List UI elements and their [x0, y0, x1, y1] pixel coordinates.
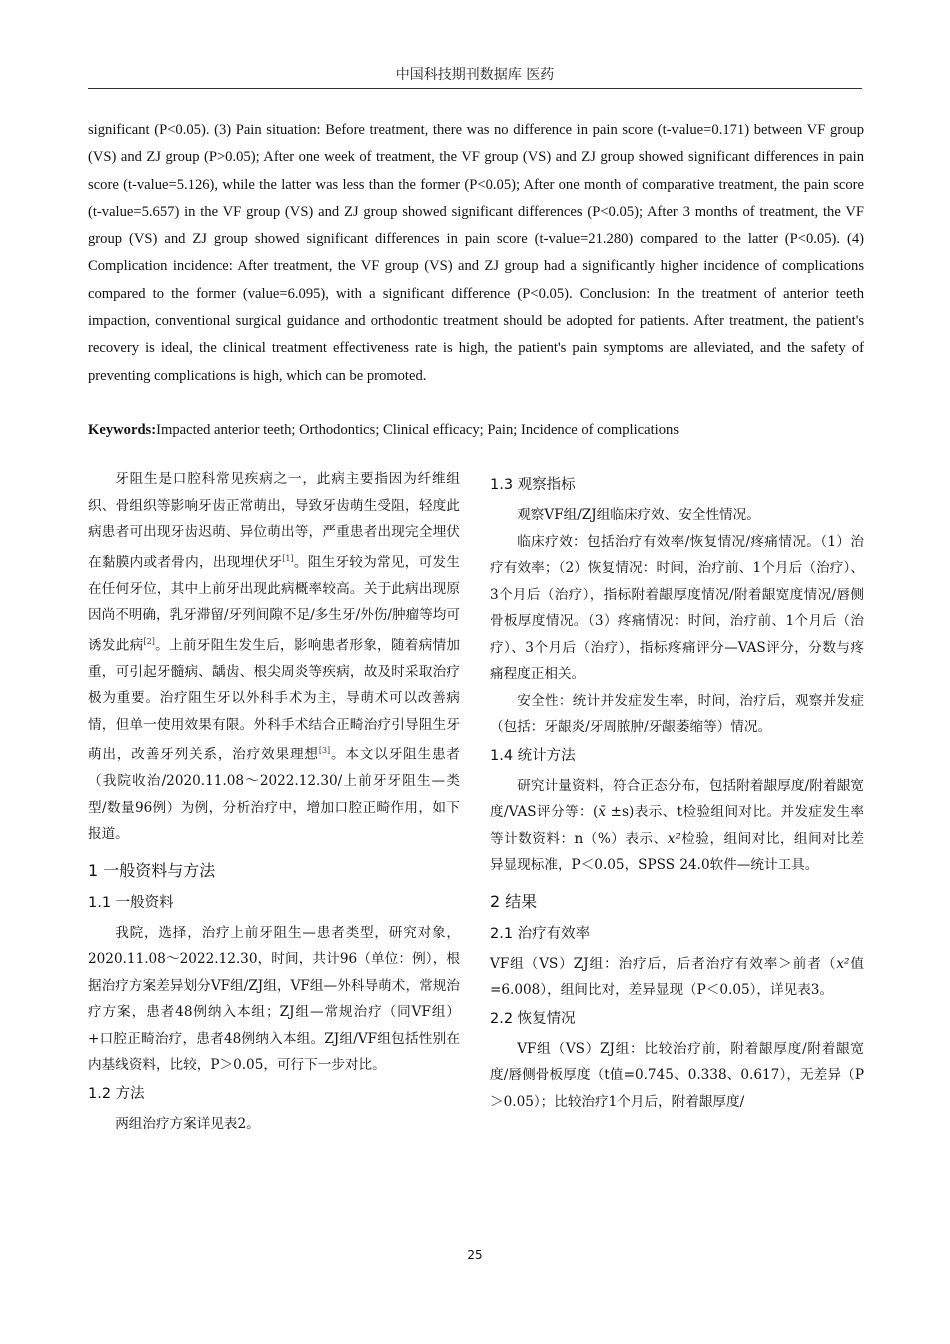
- efficacy-paragraph: VF组（VS）ZJ组：治疗后，后者治疗有效率＞前者（x²值=6.008），组间比对，差异显现（P＜0.05），详见表3。: [490, 955, 864, 998]
- citation-1[interactable]: [1]: [282, 553, 294, 563]
- left-column: [88, 466, 460, 1137]
- observation-paragraph-1: 观察VF组/ZJ组临床疗效、安全性情况。: [517, 507, 760, 523]
- section-heading-1-4: 1.4 统计方法: [490, 747, 576, 764]
- section-heading-2-2: 2.2 恢复情况: [490, 1010, 576, 1027]
- journal-name: 中国科技期刊数据库 医药: [395, 67, 555, 83]
- section-heading-2-1: 2.1 治疗有效率: [490, 925, 591, 942]
- section-heading-1: 1 一般资料与方法: [88, 860, 216, 880]
- section-heading-1-1: 1.1 一般资料: [88, 894, 174, 911]
- section-heading-1-3: 1.3 观察指标: [490, 477, 576, 493]
- running-header: [88, 64, 862, 89]
- general-data-paragraph: 我院，选择，治疗上前牙阻生—患者类型，研究对象，2020.11.08～2022.12.30，时间，共计96（单位：例），根据治疗方案差异划分VF组/ZJ组，VF组—外科导萌术，常规治疗方案，患者48例纳入本组；ZJ组—常规治疗（同VF组）+口腔正畸治疗，患者48例纳入本组。ZJ组/VF组包括性别在内基线资料，比较，P＞0.05，可行下一步对比。: [88, 924, 460, 1074]
- section-heading-2: 2 结果: [490, 891, 538, 911]
- page-number: 25: [467, 1248, 483, 1262]
- keywords-line: [88, 418, 864, 442]
- keywords-label: Keywords:: [88, 422, 157, 438]
- chi-square-symbol-2: x²: [836, 955, 850, 972]
- keywords-text: Impacted anterior teeth; Orthodontics; Clinical efficacy; Pain; Incidence of complications: [156, 422, 680, 438]
- observation-paragraph-3: 安全性：统计并发症发生率，时间，治疗后，观察并发症（包括：牙龈炎/牙周脓肿/牙龈萎缩等）情况。: [490, 692, 864, 735]
- right-column: [490, 466, 864, 1115]
- observation-paragraph-2: 临床疗效：包括治疗有效率/恢复情况/疼痛情况。（1）治疗有效率；（2）恢复情况：时间，治疗前、1个月后（治疗）、3个月后（治疗），指标附着龈厚度情况/附着龈宽度情况/唇侧骨板厚度情况。（3）疼痛情况：时间，治疗前、1个月后（治疗）、3个月后（治疗），指标疼痛评分—VAS评分，分数与疼痛程度正相关。: [490, 533, 864, 682]
- statistics-paragraph: 研究计量资料，符合正态分布，包括附着龈厚度/附着龈宽度/VAS评分等：(x̄ ±s)表示、t检验组间对比。并发症发生率等计数资料：n（%）表示、x²检验，组间对比，组间对比差异显现标准，P＜0.05，SPSS 24.0软件—统计工具。: [490, 777, 865, 873]
- mean-symbol: x̄: [598, 804, 606, 820]
- section-heading-1-2: 1.2 方法: [88, 1085, 145, 1102]
- abstract-text: significant (P<0.05). (3) Pain situation: Before treatment, there was no difference in pain score (t-value=0.171) between VF group (VS) and ZJ group (P>0.05); After one week of treatment, the VF group (VS) and ZJ group showed significant differences in pain score (t-value=5.126), while the latter was less than the former (P<0.05); After one month of comparative treatment, the pain score (t-value=5.657) in the VF group (VS) and ZJ group showed significant differences (P<0.05); After 3 months of treatment, the VF group (VS) and ZJ group showed significant differences in pain score (t-value=21.280) compared to the latter (P<0.05). (4) Complication incidence: After treatment, the VF group (VS) and ZJ group had a significantly higher incidence of complications compared to the former (value=6.095), with a significant difference (P<0.05). Conclusion: In the treatment of anterior teeth impaction, conventional surgical guidance and orthodontic treatment should be adopted for patients. After treatment, the patient's recovery is ideal, the clinical treatment effectiveness rate is high, the patient's pain symptoms are alleviated, and the safety of preventing complications is high, which can be promoted.: [88, 122, 864, 384]
- citation-3[interactable]: [3]: [318, 746, 331, 756]
- recovery-paragraph: VF组（VS）ZJ组：比较治疗前，附着龈厚度/附着龈宽度/唇侧骨板厚度（t值=0.745、0.338、0.617），无差异（P＞0.05）；比较治疗1个月后，附着龈厚度/: [490, 1040, 864, 1110]
- method-paragraph: 两组治疗方案详见表2。: [115, 1115, 260, 1132]
- citation-2[interactable]: [2]: [143, 636, 155, 646]
- english-abstract: [88, 117, 864, 390]
- intro-paragraph: 牙阻生是口腔科常见疾病之一，此病主要指因为纤维组织、骨组织等影响牙齿正常萌出，导致牙齿萌生受阻，轻度此病患者可出现牙齿迟萌、异位萌出等，严重患者出现完全埋伏在黏膜内或者骨内，出现埋伏牙[1]。阻生牙较为常见，可发生在任何牙位，其中上前牙出现此病概率较高。关于此病出现原因尚不明确，乳牙滞留/牙列间隙不足/多生牙/外伤/肿瘤等均可诱发此病[2]。上前牙阻生发生后，影响患者形象，随着病情加重，可引起牙髓病、龋齿、根尖周炎等疾病，故及时采取治疗极为重要。治疗阻生牙以外科手术为主，导萌术可以改善病情，但单一使用效果有限。外科手术结合正畸治疗引导阻生牙萌出，改善牙列关系，治疗效果理想[3]。本文以牙阻生患者（我院收治/2020.11.08～2022.12.30/上前牙牙阻生—类型/数量96例）为例，分析治疗中，增加口腔正畸作用，如下报道。: [88, 471, 461, 843]
- chi-square-symbol: x²: [667, 830, 681, 847]
